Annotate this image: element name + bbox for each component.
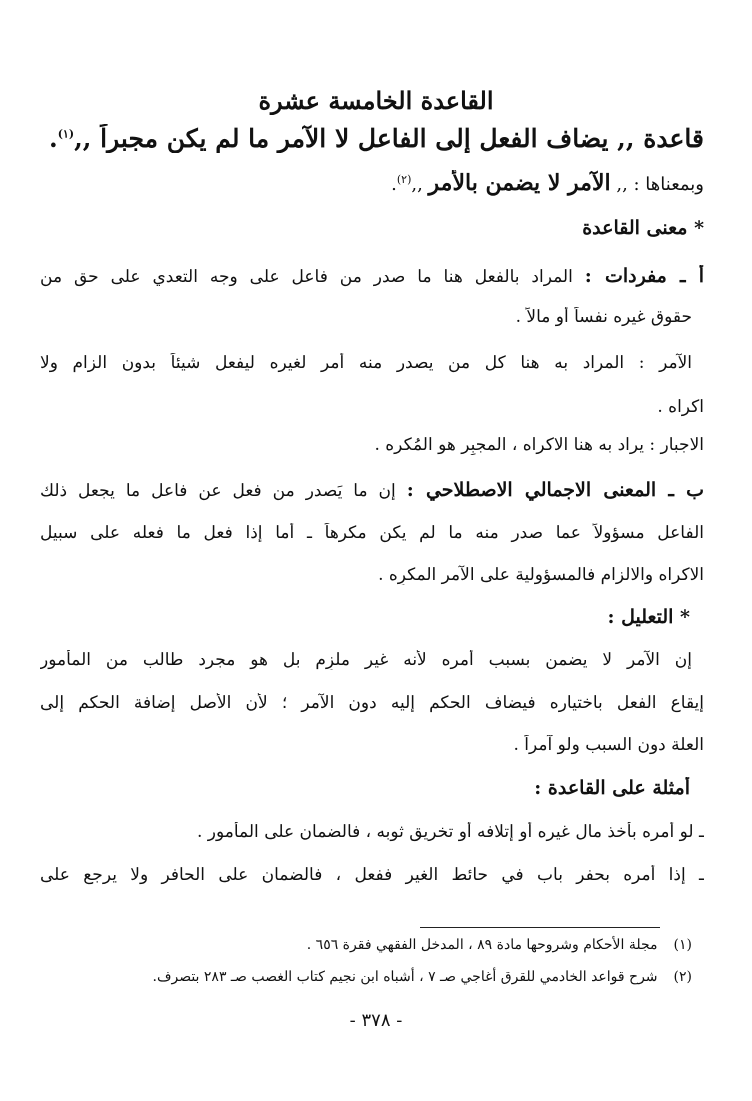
general-text-1: إن ما يَصدر من فعل عن فاعل ما يجعل ذلك: [40, 481, 396, 501]
amir-line-1: الآمر : المراد به هنا كل من يصدر منه أمر لغيره ليفعل شيئاً بدون الزام ولا: [40, 353, 692, 373]
reasoning-line-2: إيقاع الفعل باختياره فيضاف الحكم إليه دون الآمر ؛ لأن الأصل إضافة الحكم إلى: [40, 693, 704, 713]
rule-statement: قاعدة ,, يضاف الفعل إلى الفاعل لا الآمر ما لم يكن مجبراً ,,$^{(١)}$.: [48, 124, 704, 153]
general-line-3: الاكراه والالزام فالمسؤولية على الآمر المكرِه .: [378, 565, 704, 585]
footnote-1-text: مجلة الأحكام وشروحها مادة ٨٩ ، المدخل الفقهي فقرة ٦٥٦ .: [306, 937, 658, 953]
rule-alt-prefix: وبمعناها : ,,: [616, 174, 704, 195]
general-line-2: الفاعل مسؤولاً عما صدر منه ما لم يكن مكرهاً ـ أما إذا فعل ما فعله على سبيل: [40, 523, 704, 543]
vocab-text-1: المراد بالفعل هنا ما صدر من فاعل على وجه التعدي على حق من: [40, 267, 573, 287]
examples-heading: أمثلة على القاعدة :: [534, 777, 690, 799]
amir-line-2: اكراه .: [657, 397, 704, 417]
footnote-2-number: (٢): [673, 969, 692, 985]
vocab-line-1: [40, 265, 704, 287]
reasoning-line-1: إن الآمر لا يضمن بسبب أمره لأنه غير ملزِم بل هو مجرد طالب من المأمور: [40, 650, 692, 670]
rule-alt-text: الآمر لا يضمن بالأمر: [428, 170, 611, 196]
vocab-line-2: حقوق غيره نفساً أو مالاً .: [515, 307, 692, 327]
example-1: ـ لو أمره بأخذ مال غيره أو إتلافه أو تخريق ثوبه ، فالضمان على المأمور .: [196, 822, 704, 842]
footnote-divider: [420, 927, 660, 928]
footnote-1-number: (١): [673, 937, 692, 953]
meaning-heading: * معنى القاعدة: [582, 217, 704, 239]
footnote-2: [40, 969, 692, 985]
ijbar-line: الاجبار : يراد به هنا الاكراه ، المجبِر هو المُكره .: [374, 435, 704, 455]
footnote-ref-2: (٢): [396, 173, 412, 186]
rule-title: القاعدة الخامسة عشرة: [258, 86, 494, 115]
page-number: - ٣٧٨ -: [349, 1010, 403, 1031]
rule-statement-text: قاعدة ,, يضاف الفعل إلى الفاعل لا الآمر ما لم يكن مجبراً ,,: [74, 124, 704, 153]
footnote-1: [40, 937, 692, 953]
footnote-ref-1: (١): [57, 127, 75, 141]
rule-alt-suffix: ,,: [411, 174, 423, 195]
rule-alt-wording: وبمعناها : ,, الآمر لا يضمن بالأمر ,,$^{(٢)}$.: [391, 170, 704, 196]
reasoning-heading: * التعليل :: [607, 606, 690, 628]
example-2: ـ إذا أمره بحفر باب في حائط الغير ففعل ، فالضمان على الحافر ولا يرجع على: [40, 865, 704, 885]
general-label: ب ـ المعنى الاجمالي الاصطلاحي :: [406, 479, 704, 501]
reasoning-line-3: العلة دون السبب ولو آمراً .: [513, 735, 704, 755]
general-line-1: [40, 479, 704, 501]
footnote-2-text: شرح قواعد الخادمي للقرق أغاجي صـ ٧ ، أشباه ابن نجيم كتاب الغصب صـ ٢٨٣ بتصرف.: [152, 969, 658, 985]
vocab-label: أ ـ مفردات :: [584, 265, 704, 287]
